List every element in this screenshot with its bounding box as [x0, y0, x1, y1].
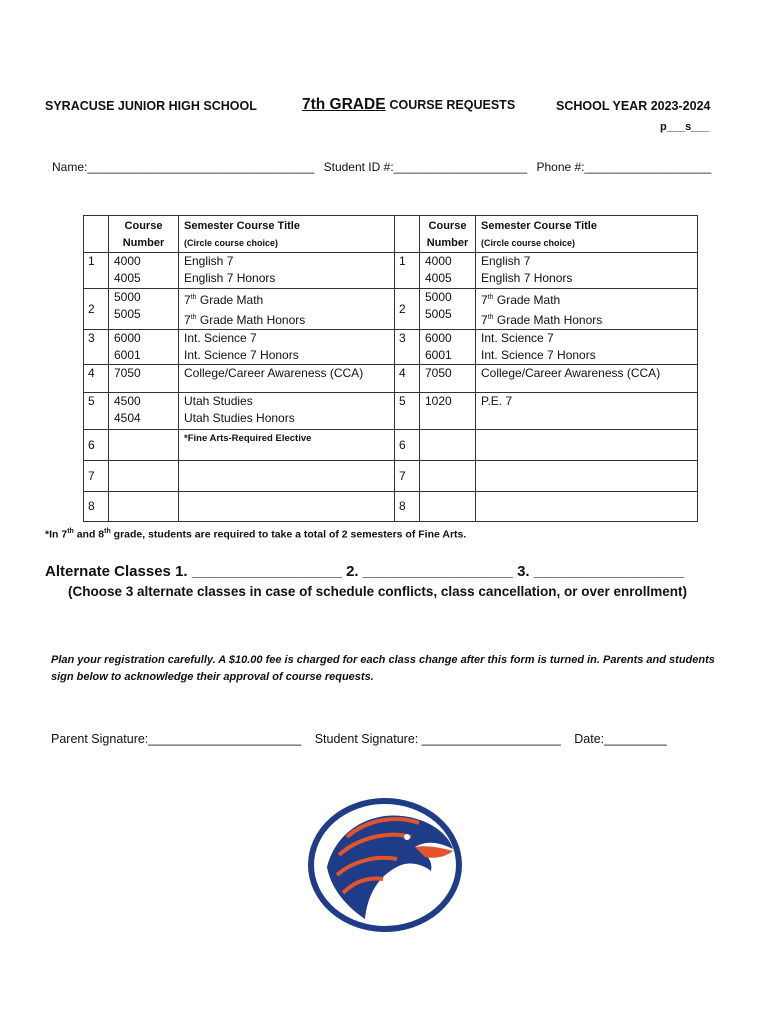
period-section-field[interactable]: p___s___ — [660, 121, 710, 133]
phone-field[interactable]: Phone #:___________________ — [536, 160, 712, 174]
table-row: 3 6000 6001 Int. Science 7 Int. Science 7 Honors 3 6000 6001 Int. Science 7 Int. Science 7 Honors — [84, 330, 698, 365]
table-row: 5 4500 4504 Utah Studies Utah Studies Honors 5 1020 P.E. 7 — [84, 393, 698, 430]
eagle-logo-icon — [307, 797, 463, 933]
alternate-classes-field[interactable]: Alternate Classes 1. __________________ 2. __________________ 3. __________________ — [45, 563, 684, 580]
table-row: 6 *Fine Arts-Required Elective 6 — [84, 430, 698, 461]
school-name: SYRACUSE JUNIOR HIGH SCHOOL — [45, 99, 257, 113]
signature-row — [51, 732, 677, 746]
header-course-number-right: Course Number — [420, 216, 476, 253]
fine-arts-note: *In 7th and 8th grade, students are required to take a total of 2 semesters of Fine Arts. — [45, 528, 467, 541]
table-row: 1 4000 4005 English 7 English 7 Honors 1 4000 4005 English 7 English 7 Honors — [84, 253, 698, 289]
student-signature-field[interactable]: Student Signature: ____________________ — [314, 732, 561, 746]
form-title — [302, 96, 515, 114]
date-field[interactable]: Date:_________ — [574, 732, 667, 746]
grade-title: 7th GRADE — [302, 96, 386, 113]
course-request-table — [83, 215, 698, 522]
header-course-number: Course Number — [109, 216, 179, 253]
table-row: 2 5000 5005 7th Grade Math 7th Grade Math Honors 2 5000 5005 7th Grade Math 7th Grade Math Honors — [84, 289, 698, 330]
parent-signature-field[interactable]: Parent Signature:______________________ — [51, 732, 302, 746]
student-info-row — [52, 160, 717, 174]
title-rest: COURSE REQUESTS — [389, 98, 516, 112]
school-year: SCHOOL YEAR 2023-2024 — [556, 99, 711, 113]
fee-notice: Plan your registration carefully. A $10.00 fee is charged for each class change after this form is turned in. Parents and students sign below to acknowledge their approval of course requests. — [51, 654, 715, 683]
table-row: 8 8 — [84, 492, 698, 522]
name-field[interactable]: Name:__________________________________ — [52, 160, 315, 174]
table-row: 7 7 — [84, 461, 698, 492]
alternate-classes-instructions: (Choose 3 alternate classes in case of schedule conflicts, class cancellation, or over enrollment) — [68, 584, 687, 599]
student-id-field[interactable]: Student ID #:____________________ — [323, 160, 528, 174]
header-course-title: Semester Course Title (Circle course choice) — [179, 216, 395, 253]
table-row: 4 7050 College/Career Awareness (CCA) 4 7050 College/Career Awareness (CCA) — [84, 365, 698, 393]
header-course-title-right: Semester Course Title (Circle course choice) — [476, 216, 698, 253]
table-header-row — [84, 216, 698, 253]
